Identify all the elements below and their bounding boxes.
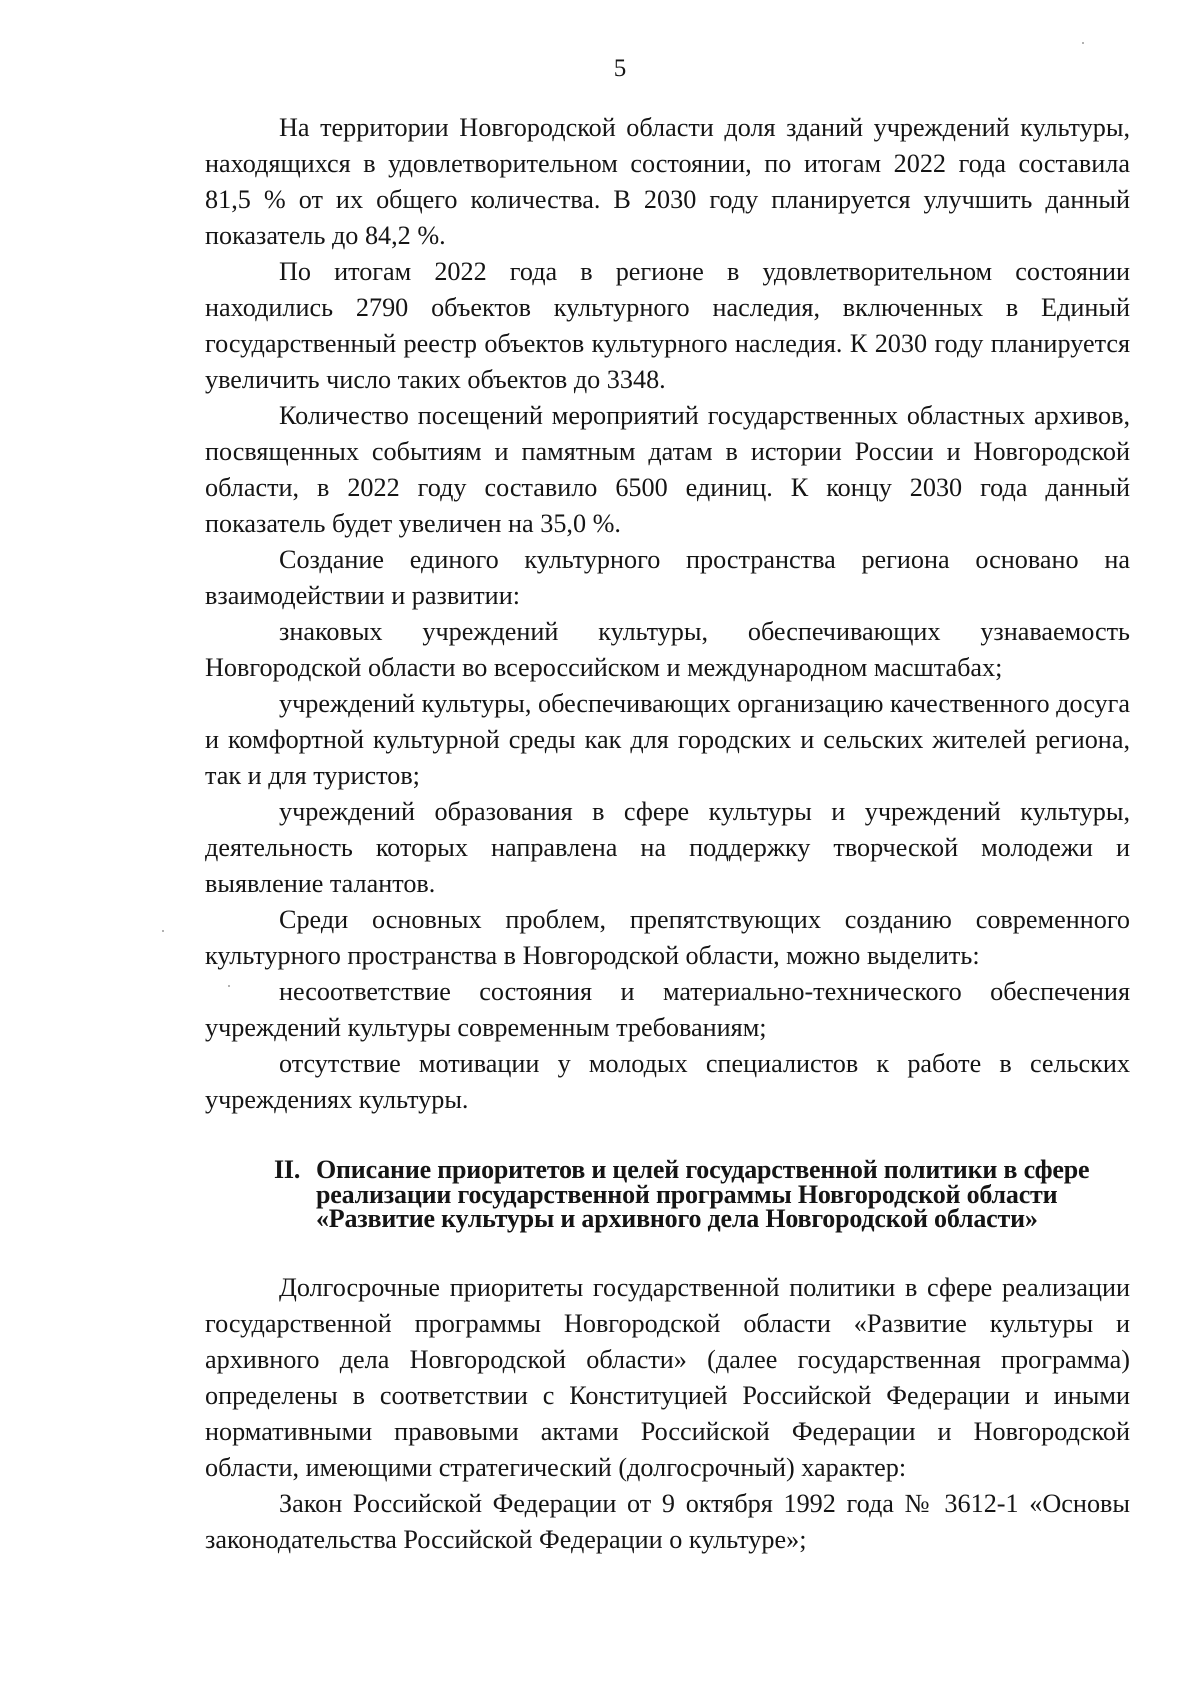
scan-speck: [228, 985, 230, 987]
scan-speck: [1082, 42, 1084, 44]
paragraph-archive-visits: Количество посещений мероприятий государственных областных архивов, посвященных событиям и памятным датам в истории России и Новгородской области, в 2022 году составило 6500 единиц. К концу 2030 года данный показатель будет увеличен на 35,0 %.: [205, 401, 1130, 538]
list-item-education-institutions: учреждений образования в сфере культуры и учреждений культуры, деятельность которых направлена на поддержку творческой молодежи и выявление талантов.: [205, 797, 1130, 898]
body-text-bottom: [205, 1270, 1130, 1558]
page-number: 5: [613, 55, 627, 82]
paragraph-long-term-priorities: Долгосрочные приоритеты государственной политики в сфере реализации государственной программы Новгородской области «Развитие культуры и архивного дела Новгородской области» (далее государственная программа) определены в соответствии с Конституцией Российской Федерации и иными нормативными правовыми актами Российской Федерации и Новгородской области, имеющими стратегический (долгосрочный) характер:: [205, 1273, 1130, 1482]
body-text-top: [205, 110, 1130, 1118]
list-item-problem-motivation: отсутствие мотивации у молодых специалистов к работе в сельских учреждениях культуры.: [205, 1049, 1130, 1114]
paragraph-problems-intro: Среди основных проблем, препятствующих созданию современного культурного пространства в Новгородской области, можно выделить:: [205, 905, 1130, 970]
section-number: II.: [274, 1155, 301, 1184]
paragraph-cultural-space-intro: Создание единого культурного пространства региона основано на взаимодействии и развитии:: [205, 545, 1130, 610]
list-item-leisure-institutions: учреждений культуры, обеспечивающих организацию качественного досуга и комфортной культурной среды как для городских и сельских жителей региона, так и для туристов;: [205, 689, 1130, 790]
section-title: Описание приоритетов и целей государственной политики в сфере реализации государственной программы Новгородской области «Развитие культуры и архивного дела Новгородской области»: [316, 1155, 1090, 1233]
paragraph-heritage-objects: По итогам 2022 года в регионе в удовлетворительном состоянии находились 2790 объектов культурного наследия, включенных в Единый государственный реестр объектов культурного наследия. К 2030 году планируется увеличить число таких объектов до 3348.: [205, 257, 1130, 394]
list-item-iconic-institutions: знаковых учреждений культуры, обеспечивающих узнаваемость Новгородской области во всероссийском и международном масштабах;: [205, 617, 1130, 682]
section-heading: [274, 1155, 1119, 1233]
list-item-culture-law: Закон Российской Федерации от 9 октября 1992 года № 3612-1 «Основы законодательства Российской Федерации о культуре»;: [205, 1489, 1130, 1554]
paragraph-building-condition: На территории Новгородской области доля зданий учреждений культуры, находящихся в удовлетворительном состоянии, по итогам 2022 года составила 81,5 % от их общего количества. В 2030 году планируется улучшить данный показатель до 84,2 %.: [205, 113, 1130, 250]
scan-speck: [162, 930, 164, 932]
list-item-problem-equipment: несоответствие состояния и материально-технического обеспечения учреждений культуры современным требованиям;: [205, 977, 1130, 1042]
